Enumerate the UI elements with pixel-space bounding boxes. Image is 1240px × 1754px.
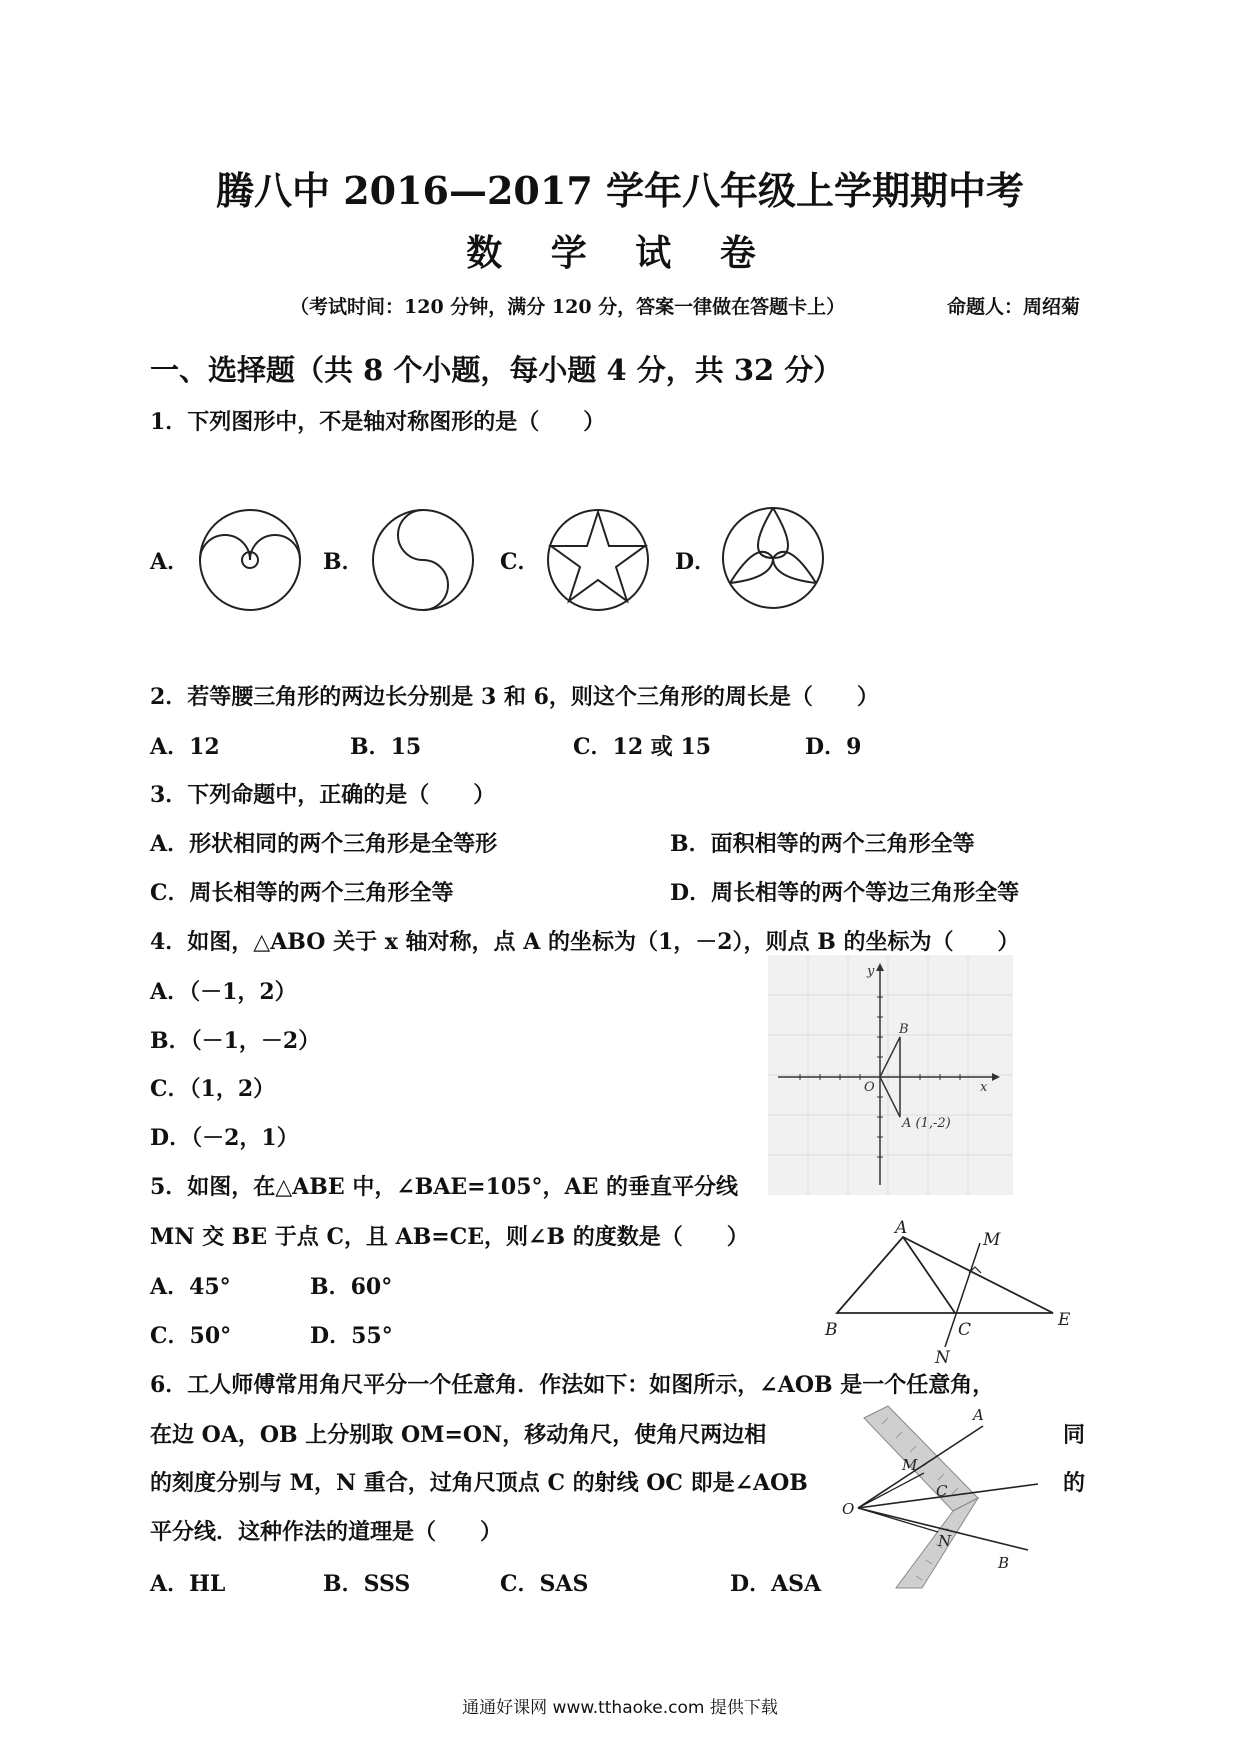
question-1-stem: 1．下列图形中，不是轴对称图形的是（ ） bbox=[150, 409, 606, 435]
q1-option-d: D． bbox=[675, 549, 717, 575]
q6-label-b: B bbox=[998, 1554, 1010, 1572]
question-6-line2-end: 同 bbox=[1063, 1422, 1086, 1448]
q4-option-b: B．（－1，－2） bbox=[150, 1028, 321, 1054]
exam-subtitle: 数 学 试 卷 bbox=[466, 232, 774, 274]
q5-label-c: C bbox=[958, 1320, 972, 1340]
question-6-line3-end: 的 bbox=[1063, 1470, 1086, 1496]
q6-label-a: A bbox=[973, 1406, 984, 1424]
question-6-line1: 6．工人师傅常用角尺平分一个任意角．作法如下：如图所示，∠AOB 是一个任意角， bbox=[150, 1372, 995, 1398]
q4-option-d: D．（－2，1） bbox=[150, 1125, 299, 1151]
q2-option-a: A．12 bbox=[150, 734, 220, 760]
q3-option-d: D．周长相等的两个等边三角形全等 bbox=[670, 880, 1020, 906]
q3-option-c: C．周长相等的两个三角形全等 bbox=[150, 880, 454, 906]
q2-option-c: C．12 或 15 bbox=[573, 734, 712, 760]
exam-author: 命题人：周绍菊 bbox=[947, 296, 1081, 318]
q6-label-o: O bbox=[842, 1500, 855, 1518]
question-5-stem-line2: MN 交 BE 于点 C，且 AB=CE，则∠B 的度数是（ ） bbox=[150, 1224, 749, 1250]
figure-a-circle-heart bbox=[195, 505, 305, 615]
figure-q4-coordinate bbox=[768, 955, 1013, 1195]
exam-note: （考试时间：120 分钟，满分 120 分，答案一律做在答题卡上） bbox=[290, 296, 846, 318]
figure-b-taiji bbox=[368, 505, 478, 615]
q4-label-x: x bbox=[980, 1080, 988, 1095]
q4-option-c: C．（1，2） bbox=[150, 1076, 276, 1102]
question-6-line4: 平分线．这种作法的道理是（ ） bbox=[150, 1519, 503, 1545]
q4-option-a: A．（－1，2） bbox=[150, 979, 297, 1005]
q2-option-d: D．9 bbox=[805, 734, 862, 760]
q3-option-a: A．形状相同的两个三角形是全等形 bbox=[150, 831, 498, 857]
question-6-line3: 的刻度分别与 M，N 重合，过角尺顶点 C 的射线 OC 即是∠AOB bbox=[150, 1470, 808, 1496]
figure-c-star bbox=[543, 505, 653, 615]
q4-label-o: O bbox=[864, 1080, 875, 1095]
q5-option-d: D．55° bbox=[310, 1323, 393, 1349]
q5-label-a: A bbox=[895, 1218, 908, 1238]
q5-option-c: C．50° bbox=[150, 1323, 232, 1349]
section-title: 一、选择题（共 8 个小题，每小题 4 分，共 32 分） bbox=[150, 353, 843, 387]
q6-label-m: M bbox=[902, 1456, 918, 1474]
q5-label-m: M bbox=[983, 1230, 1001, 1250]
q5-label-b: B bbox=[825, 1320, 838, 1340]
q1-option-c: C． bbox=[500, 549, 540, 575]
q4-label-y: y bbox=[867, 964, 875, 979]
question-5-stem-line1: 5．如图，在△ABE 中，∠BAE=105°，AE 的垂直平分线 bbox=[150, 1174, 739, 1200]
q5-label-n: N bbox=[935, 1348, 950, 1365]
q6-option-d: D．ASA bbox=[730, 1571, 822, 1597]
page-footer: 通通好课网 www.tthaoke.com 提供下载 bbox=[462, 1698, 778, 1718]
figure-q6-angle-ruler bbox=[838, 1398, 1053, 1593]
q5-label-e: E bbox=[1058, 1310, 1071, 1330]
q5-option-b: B．60° bbox=[310, 1274, 393, 1300]
q6-option-c: C．SAS bbox=[500, 1571, 589, 1597]
figure-d-trefoil bbox=[718, 503, 828, 613]
figure-q5-triangle bbox=[815, 1215, 1075, 1365]
q6-option-a: A．HL bbox=[150, 1571, 226, 1597]
q4-label-b: B bbox=[899, 1022, 909, 1037]
q5-option-a: A．45° bbox=[150, 1274, 231, 1300]
q1-option-a: A． bbox=[150, 549, 190, 575]
q6-label-n: N bbox=[938, 1532, 952, 1550]
exam-title: 腾八中 2016—2017 学年八年级上学期期中考 bbox=[216, 168, 1024, 213]
q4-label-a: A (1,-2) bbox=[902, 1116, 951, 1131]
question-3-stem: 3．下列命题中，正确的是（ ） bbox=[150, 782, 496, 808]
q2-option-b: B．15 bbox=[350, 734, 422, 760]
question-6-line2: 在边 OA，OB 上分别取 OM=ON，移动角尺，使角尺两边相 bbox=[150, 1422, 767, 1448]
question-4-stem: 4．如图，△ABO 关于 x 轴对称，点 A 的坐标为（1，－2），则点 B 的坐标为（ ） bbox=[150, 929, 1020, 955]
q3-option-b: B．面积相等的两个三角形全等 bbox=[670, 831, 975, 857]
q1-option-b: B． bbox=[323, 549, 364, 575]
question-2-stem: 2．若等腰三角形的两边长分别是 3 和 6，则这个三角形的周长是（ ） bbox=[150, 684, 879, 710]
q6-option-b: B．SSS bbox=[323, 1571, 411, 1597]
q6-label-c: C bbox=[936, 1482, 948, 1500]
